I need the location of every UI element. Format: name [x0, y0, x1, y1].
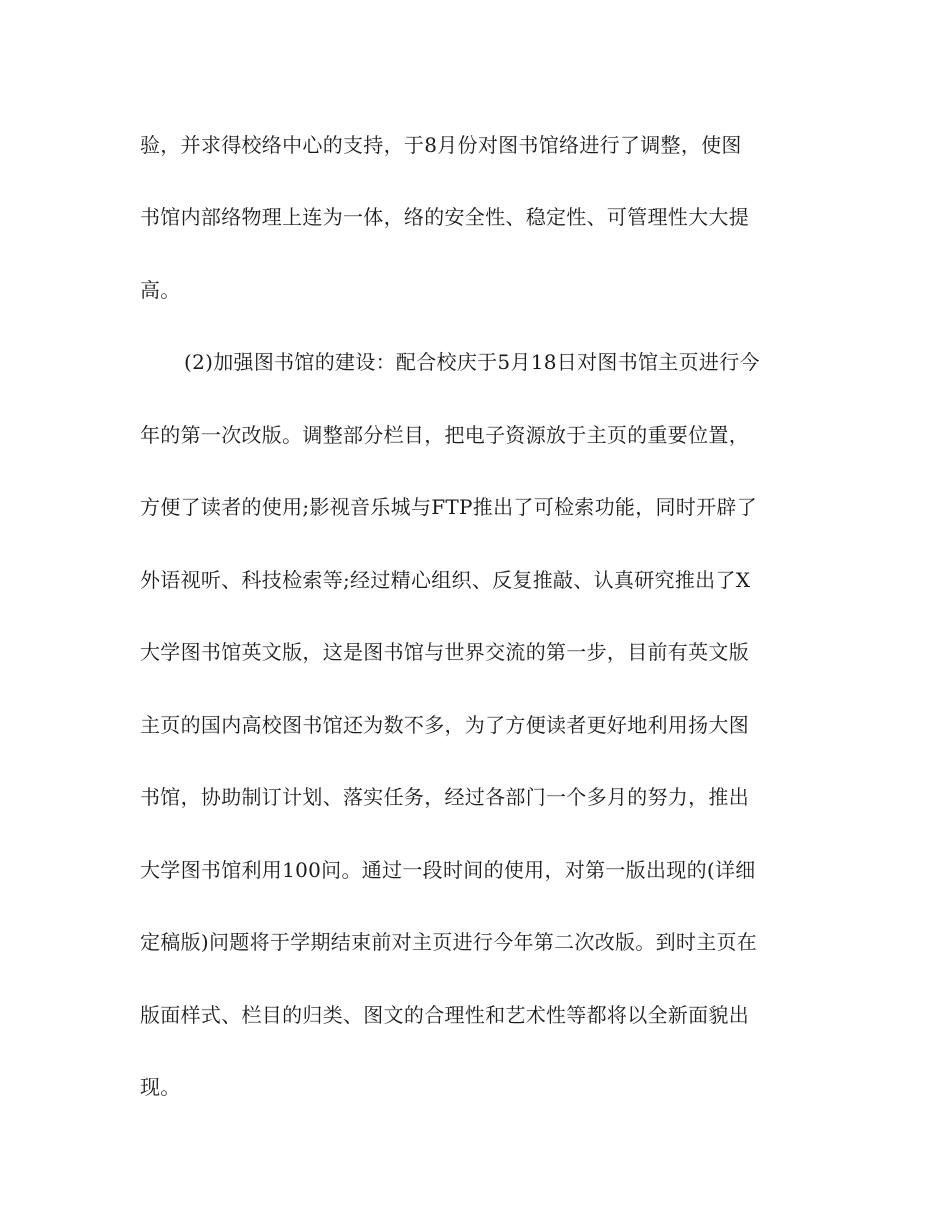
text-line: 定稿版)问题将于学期结束前对主页进行今年第二次改版。到时主页在 — [140, 930, 758, 954]
text-line: 高。 — [140, 278, 181, 302]
text-line: 主页的国内高校图书馆还为数不多，为了方便读者更好地利用扬大图 — [140, 713, 749, 737]
text-line: 版面样式、栏目的归类、图文的合理性和艺术性等都将以全新面貌出 — [140, 1003, 749, 1027]
paragraph-start-line: (2)加强图书馆的建设：配合校庆于5月18日对图书馆主页进行今 — [184, 350, 760, 374]
text-line: 大学图书馆利用100问。通过一段时间的使用，对第一版出现的(详细 — [140, 858, 756, 882]
text-line: 外语视听、科技检索等;经过精心组织、反复推敲、认真研究推出了X — [140, 568, 751, 592]
text-line: 方便了读者的使用;影视音乐城与FTP推出了可检索功能，同时开辟了 — [140, 495, 758, 519]
text-line: 书馆，协助制订计划、落实任务，经过各部门一个多月的努力，推出 — [140, 785, 749, 809]
text-line: 书馆内部络物理上连为一体，络的安全性、稳定性、可管理性大大提 — [140, 205, 749, 229]
text-line: 年的第一次改版。调整部分栏目，把电子资源放于主页的重要位置， — [140, 423, 749, 447]
text-line: 大学图书馆英文版，这是图书馆与世界交流的第一步，目前有英文版 — [140, 640, 749, 664]
text-line: 现。 — [140, 1075, 181, 1099]
text-line: 验，并求得校络中心的支持，于8月份对图书馆络进行了调整，使图 — [140, 133, 742, 157]
